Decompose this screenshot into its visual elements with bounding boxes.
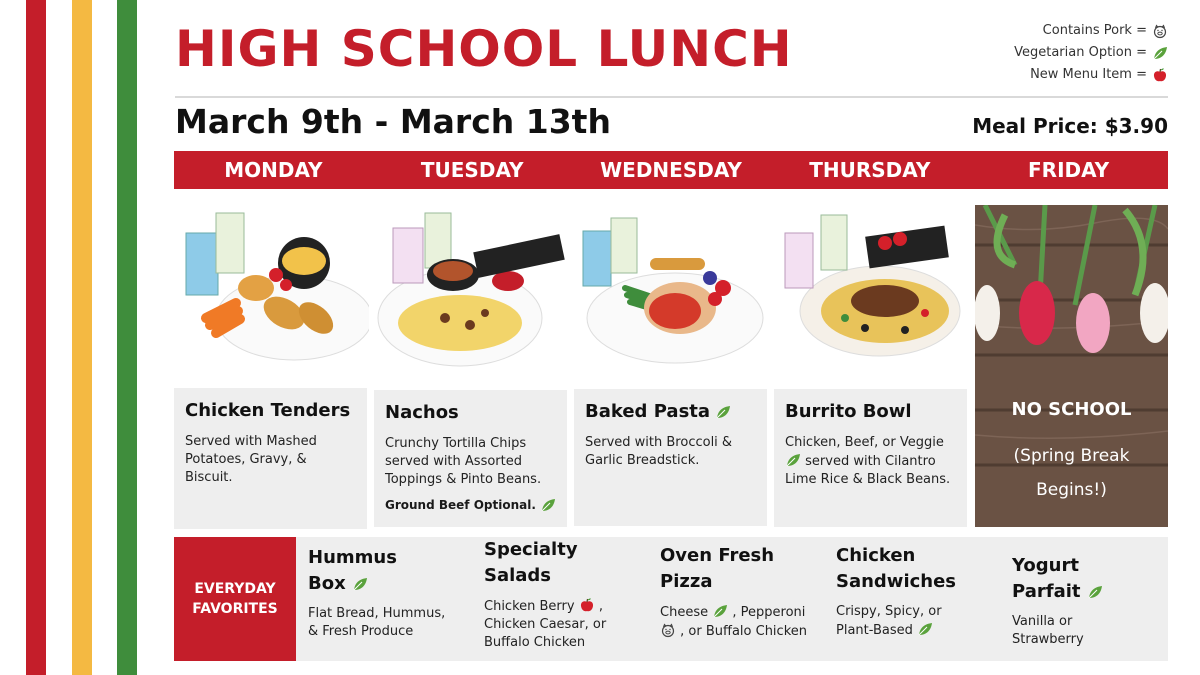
everyday-label-line2: FAVORITES	[192, 601, 278, 617]
favorite-chicken-sandwiches	[836, 543, 1006, 640]
favorite-name-line1: Hummus	[308, 547, 397, 568]
weekday-header	[174, 151, 1168, 189]
legend-label-new: New Menu Item =	[1030, 67, 1147, 82]
legend	[1014, 20, 1168, 86]
no-school-subtitle-line2: Begins!)	[1036, 480, 1107, 500]
everyday-favorites-panel	[174, 537, 1168, 661]
thursday-food-photo	[775, 193, 968, 388]
favorite-name-line1: Oven Fresh	[660, 545, 775, 566]
favorite-name-line2-row	[1012, 579, 1182, 605]
legend-item-new	[1014, 64, 1168, 86]
tuesday-option-text: Ground Beef Optional.	[385, 498, 536, 512]
favorite-yogurt-parfait	[1012, 553, 1182, 649]
favorite-desc	[836, 603, 966, 640]
thursday-card	[774, 389, 967, 527]
thursday-desc-line1: Chicken, Beef, or Veggie	[785, 435, 944, 450]
favorite-desc: Vanilla or Strawberry	[1012, 614, 1084, 647]
everyday-favorites-label	[174, 537, 296, 661]
green-stripe	[117, 0, 137, 675]
monday-card	[174, 388, 367, 529]
leaf-icon	[917, 621, 933, 637]
tuesday-food-photo	[375, 193, 568, 388]
tuesday-meal-desc: Crunchy Tortilla Chips served with Assorted Toppings & Pinto Beans.	[385, 436, 542, 487]
wednesday-food-photo	[575, 193, 768, 388]
favorite-oven-fresh-pizza	[660, 543, 830, 641]
favorite-specialty-salads	[484, 537, 654, 652]
legend-label-vegetarian: Vegetarian Option =	[1014, 45, 1147, 60]
legend-item-pork	[1014, 20, 1168, 42]
leaf-icon	[1087, 584, 1103, 600]
wednesday-meal-name-row	[585, 401, 756, 422]
favorite-name-line2: Sandwiches	[836, 571, 957, 592]
day-wednesday: WEDNESDAY	[600, 158, 742, 182]
day-tuesday: TUESDAY	[420, 158, 524, 182]
favorite-desc	[484, 597, 634, 652]
wednesday-card	[574, 389, 767, 526]
page-title: HIGH SCHOOL LUNCH	[175, 20, 793, 78]
favorite-name	[660, 543, 830, 595]
favorite-desc	[660, 603, 810, 641]
favorite-name-line1: Yogurt	[1012, 555, 1079, 576]
date-range: March 9th - March 13th	[175, 102, 611, 141]
thursday-meal-desc	[785, 434, 956, 489]
yellow-stripe	[72, 0, 92, 675]
thursday-meal-name: Burrito Bowl	[785, 401, 912, 422]
favorite-desc-part1: Cheese	[660, 605, 709, 620]
header-divider	[175, 96, 1168, 98]
favorite-name-line2: Parfait	[1012, 581, 1081, 602]
favorite-name-line1: Chicken	[836, 545, 916, 566]
wednesday-meal-name: Baked Pasta	[585, 401, 711, 422]
favorite-name-line1: Specialty	[484, 539, 578, 560]
no-school-subtitle-line1: (Spring Break	[1013, 446, 1130, 466]
leaf-icon	[712, 603, 728, 619]
favorite-desc: Flat Bread, Hummus, & Fresh Produce	[308, 606, 446, 639]
meal-price: Meal Price: $3.90	[972, 114, 1168, 138]
apple-icon	[1152, 67, 1168, 83]
thursday-desc-line2: served with Cilantro Lime Rice & Black Beans.	[785, 454, 951, 487]
no-school-title: NO SCHOOL	[1011, 399, 1132, 420]
leaf-icon	[715, 404, 731, 420]
tuesday-meal-name: Nachos	[385, 402, 459, 423]
favorite-name	[308, 545, 478, 597]
everyday-label-line1: EVERYDAY	[194, 581, 276, 597]
favorite-name	[484, 537, 654, 589]
leaf-icon	[1152, 45, 1168, 61]
favorite-name	[1012, 553, 1182, 605]
day-thursday: THURSDAY	[809, 158, 931, 182]
monday-meal-name: Chicken Tenders	[185, 400, 351, 421]
favorite-name-line2-row	[308, 571, 478, 597]
favorite-desc-part2: , Chicken Caesar, or Buffalo Chicken	[484, 599, 607, 650]
legend-item-vegetarian	[1014, 42, 1168, 64]
day-friday: FRIDAY	[1028, 158, 1110, 182]
favorite-name-line2: Box	[308, 573, 346, 594]
favorite-name-line2: Salads	[484, 565, 552, 586]
monday-food-photo	[176, 193, 369, 388]
friday-no-school-panel	[975, 205, 1168, 527]
favorite-name-line2: Pizza	[660, 571, 713, 592]
tuesday-meal-option	[385, 497, 556, 513]
red-stripe	[26, 0, 46, 675]
leaf-icon	[352, 576, 368, 592]
day-monday: MONDAY	[224, 158, 323, 182]
no-school-subtitle	[975, 439, 1168, 507]
favorite-desc-text: Crispy, Spicy, or Plant-Based	[836, 604, 942, 638]
legend-label-pork: Contains Pork =	[1042, 23, 1147, 38]
favorite-hummus-box	[308, 545, 478, 641]
favorite-desc-part3: , or Buffalo Chicken	[680, 624, 807, 639]
monday-meal-desc: Served with Mashed Potatoes, Gravy, & Biscuit.	[185, 434, 317, 485]
leaf-icon	[540, 497, 556, 513]
favorite-desc-part2: , Pepperoni	[732, 605, 806, 620]
leaf-icon	[785, 452, 801, 468]
apple-icon	[579, 597, 595, 613]
wednesday-meal-desc: Served with Broccoli & Garlic Breadstick.	[585, 435, 733, 468]
favorite-desc-part1: Chicken Berry	[484, 599, 575, 614]
tuesday-card	[374, 390, 567, 527]
pig-icon	[660, 622, 676, 638]
favorite-name	[836, 543, 1006, 595]
pig-icon	[1152, 23, 1168, 39]
